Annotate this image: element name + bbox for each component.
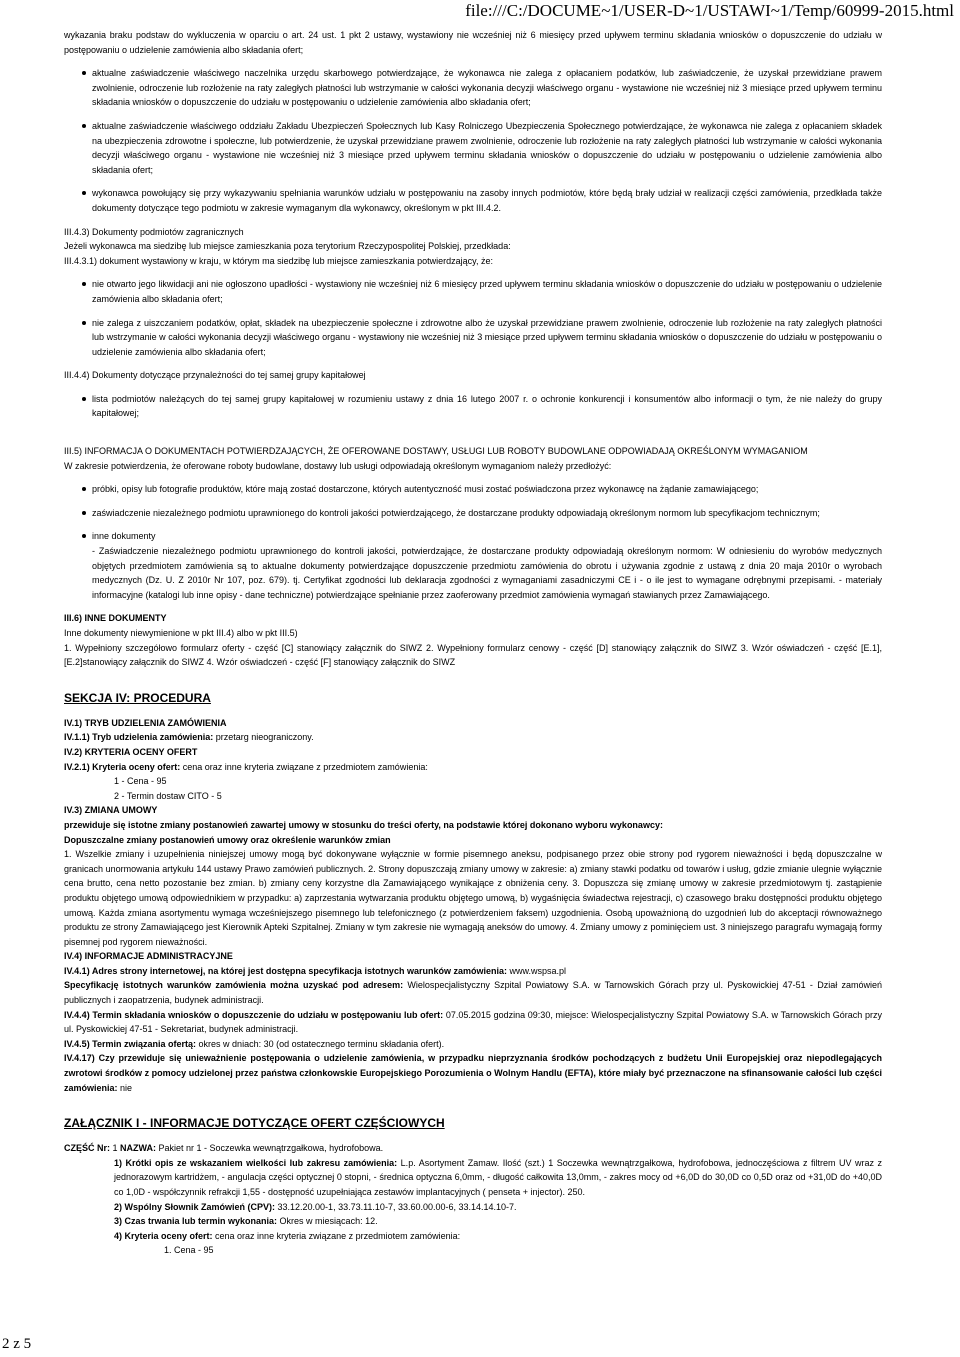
list-item <box>64 529 882 602</box>
other-documents-label: inne dokumenty <box>92 531 156 542</box>
value: Okres w miesiącach: 12. <box>277 1216 378 1227</box>
value: Wielospecjalistyczny Szpital Powiatowy S.A. w Tarnowskich Górach przy ul. Pyskowickiej 47-51 - Dział zamówień publicznych i zaopatrzenia, budynek administracji. <box>64 980 882 1006</box>
value: okres w dniach: 30 (od ostatecznego terminu składania ofert). <box>196 1038 445 1049</box>
value: www.wspsa.pl <box>506 965 566 976</box>
value: L.p. Asortyment Zamaw. Ilość (szt.) 1 Soczewka wewnątrzgałkowa, hydrofobowa, jednoczęściowa z filtrem UV wraz z jednorazowym kartridżem, - angulacja części optycznej 0 stopni, - średnica optyczna 6,0mm, - długość całkowita 13,0mm, - zakres mocy od +6,0D do 30,0D co 0,5D oraz od +31,0D do +40,0D co 1,0D - współczynnik refrakcji 1,55 - dostępność uzupełniająca zestawów implantacyjnych ( penseta + injector). 250. <box>114 1157 882 1197</box>
heading-iv-4: IV.4) INFORMACJE ADMINISTRACYJNE <box>64 951 233 962</box>
value: 07.05.2015 godzina 09:30, miejsce: Wielospecjalistyczny Szpital Powiatowy S.A. w Tarnowskich Górach przy ul. Pyskowickiej 47-51 - Sekretariat, budynek administracji. <box>64 1009 882 1035</box>
section-title-iii-4-3: III.4.3) Dokumenty podmiotów zagranicznych <box>64 226 244 237</box>
bullet-list-iii-5 <box>64 482 882 602</box>
label: IV.1.1) Tryb udzielenia zamówienia: <box>64 732 214 743</box>
bullet-list-iii-4-3 <box>64 277 882 359</box>
heading-iv-1: IV.1) TRYB UDZIELENIA ZAMÓWIENIA <box>64 717 227 728</box>
annex-heading: ZAŁĄCZNIK I - INFORMACJE DOTYCZĄCE OFERT CZĘŚCIOWYCH <box>64 1116 445 1131</box>
iv-3-text: 1. Wszelkie zmiany i uzupełnienia niniejszej umowy mogą być dokonywane wyłącznie w formie pisemnego aneksu, podpisanego przez obie strony pod rygorem nieważności i będą dopuszczalne w granicach unormowania artykułu 144 ustawy Prawo zamówień publicznych. 2. Strony dopuszczają zmiany umowy w zakresie: a) zmiany stawki podatku od towarów i usług, gdzie zmianie ulegnie wyłącznie cena brutto, cena netto pozostanie bez zmian. b) zmiany ceny korzystne dla Zamawiającego wynikające z obniżenia ceny. 3. Dopuszcza się zmianę umowy w zakresie przedmiotowym tj. zastąpienie produktu objętego umową odpowiednikiem w przypadku: a) zaprzestania wytwarzania produktu objętego umową, b) wygaśnięcia świadectwa rejestracji, c) czasowego braku dostępności produktu objętego umową. Każda zmiana asortymentu wymaga wcześniejszego pisemnego lub telefonicznego (z potwierdzeniem faksem) uzgodnienia. Osobą upoważnioną do uzgodnień lub do akceptacji równoważnego produktu ze strony Zamawiającego jest Kierownik Apteki Szpitalnej. Zmiany w tym zakresie nie wymagają aneksów do umowy. 4. Zmiany umowy z pominięciem ust. 3 niniejszego paragrafu wymagają formy pisemnej pod rygorem nieważności. <box>64 849 882 947</box>
file-path-header: file:///C:/DOCUME~1/USER-D~1/USTAWI~1/Temp/60999-2015.html <box>465 1 954 20</box>
criteria-item: 1 - Cena - 95 <box>114 776 167 787</box>
annex-item-1 <box>114 1156 882 1200</box>
other-documents-text: - Zaświadczenie niezależnego podmiotu uprawnionego do kontroli jakości, potwierdzające, że dostarczane produkty odpowiadają określonym normom: W odniesieniu do wyrobów medycznych objętych przedmiotem zamówienia są to aktualne dokumenty potwierdzające dopuszczenie przedmiotu zamówienia do obrotu i używania zgodnie z ustawą z dnia 20 maja 2010r o wyrobach medycznych (Dz. U. Z 2010r Nr 107, poz. 679). tj. Certyfikat zgodności lub deklaracja zgodności z wymaganiami zasadniczymi CE i - o ile jest to wymagane odrębnymi przepisami. - materiały informacyjne (katalogi lub inne opisy - dane techniczne) potwierdzające spełnianie przez zaoferowany przedmiot zamówienia wymagań stawianych przez Zamawiającego. <box>92 546 882 600</box>
value: przetarg nieograniczony. <box>213 732 314 743</box>
value: 33.12.20.00-1, 33.73.11.10-7, 33.60.00.00-6, 33.14.14.10-7. <box>275 1201 517 1212</box>
intro-continuation: wykazania braku podstaw do wykluczenia w oparciu o art. 24 ust. 1 pkt 2 ustawy, wystawiony nie wcześniej niż 6 miesięcy przed upływem terminu składania wniosków o dopuszczenie do udziału w postępowaniu o udzielenie zamówienia albo składania ofert; <box>64 30 882 55</box>
field-iv-4-17 <box>64 1051 882 1095</box>
section-heading-iv: SEKCJA IV: PROCEDURA <box>64 690 211 705</box>
annex-item-2 <box>114 1200 882 1215</box>
page-number: 2 z 5 <box>2 1336 32 1352</box>
paragraph: Inne dokumenty niewymienione w pkt III.4) albo w pkt III.5) <box>64 628 298 638</box>
value: cena oraz inne kryteria związane z przedmiotem zamówienia: <box>212 1230 461 1241</box>
value: nie <box>117 1082 133 1093</box>
list-item: lista podmiotów należących do tej samej grupy kapitałowej w rozumieniu ustawy z dnia 16 lutego 2007 r. o ochronie konkurencji i konsumentów albo informacji o tym, że nie należy do grupy kapitałowej; <box>64 392 882 421</box>
paragraph: 1. Wypełniony szczegółowo formularz oferty - część [C] stanowiący załącznik do SIWZ 2. Wypełniony formularz cenowy - część [D] stanowiący załącznik do SIWZ 3. Wzór oświadczeń - część [E.1], [E.2]stanowiący załącznik do SIWZ 4. Wzór oświadczeń - część [F] stanowiący załącznik do SIWZ <box>64 642 882 668</box>
field-iv-4-5 <box>64 1037 882 1052</box>
paragraph: Jeżeli wykonawca ma siedzibę lub miejsce zamieszkania poza terytorium Rzeczypospolitej Polskiej, przedkłada: <box>64 241 511 252</box>
label: IV.4.17) Czy przewiduje się unieważnienie postępowania o udzielenie zamówienia, w przypadku nieprzyznania środków pochodzących z budżetu Unii Europejskiej oraz niepodlegających zwrotowi środków z pomocy udzielonej przez państwa członkowskie Europejskiego Porozumienia o Wolnym Handlu (EFTA), które miały być przeznaczone na sfinansowanie całości lub części zamówienia: <box>64 1053 882 1093</box>
value: cena oraz inne kryteria związane z przedmiotem zamówienia: <box>180 761 428 772</box>
criteria-item: 1. Cena - 95 <box>164 1245 214 1256</box>
iv-3-question: przewiduje się istotne zmiany postanowień zawartej umowy w stosunku do treści oferty, na podstawie której dokonano wyboru wykonawcy: <box>64 819 663 830</box>
list-item: aktualne zaświadczenie właściwego naczelnika urzędu skarbowego potwierdzające, że wykonawca nie zalega z opłacaniem podatków, lub zaświadczenie, że uzyskał przewidziane prawem zwolnienie, odroczenie lub rozłożenie na raty zaległych płatności lub wstrzymanie w całości wykonania decyzji właściwego organu - wystawione nie wcześniej niż 3 miesiące przed upływem terminu składania wniosków o dopuszczenie do udziału w postępowaniu o udzielenie zamówienia albo składania ofert; <box>64 66 882 110</box>
label: IV.2.1) Kryteria oceny ofert: <box>64 761 181 772</box>
annex-item-4 <box>114 1229 882 1244</box>
part-number: 1 <box>110 1143 121 1154</box>
label: IV.4.1) Adres strony internetowej, na której jest dostępna specyfikacja istotnych warunków zamówienia: <box>64 965 507 976</box>
list-item: nie otwarto jego likwidacji ani nie ogłoszono upadłości - wystawiony nie wcześniej niż 6 miesięcy przed upływem terminu składania wniosków o dopuszczenie do udziału w postępowaniu o udzielenie zamówienia albo składania ofert; <box>64 277 882 306</box>
intro-bullet-list <box>64 66 882 215</box>
label: IV.4.4) Termin składania wniosków o dopuszczenie do udziału w postępowaniu lub ofert: <box>64 1009 444 1020</box>
label: 2) Wspólny Słownik Zamówień (CPV): <box>114 1201 276 1212</box>
bullet-list-iii-4-4 <box>64 392 882 421</box>
field-iv-4-1 <box>64 964 882 979</box>
annex-item-3 <box>114 1214 882 1229</box>
label: 4) Kryteria oceny ofert: <box>114 1230 213 1241</box>
field-iv-4-1-spec <box>64 978 882 1007</box>
field-iv-2-1 <box>64 760 882 775</box>
section-title-iii-4-4: III.4.4) Dokumenty dotyczące przynależności do tej samej grupy kapitałowej <box>64 370 366 381</box>
name-label: NAZWA: <box>120 1143 157 1154</box>
annex-part-line <box>64 1141 882 1156</box>
annex-details <box>64 1156 882 1258</box>
paragraph: III.4.3.1) dokument wystawiony w kraju, w którym ma siedzibę lub miejsce zamieszkania potwierdzający, że: <box>64 255 493 266</box>
heading-iv-2: IV.2) KRYTERIA OCENY OFERT <box>64 746 198 757</box>
iv-3-subheading: Dopuszczalne zmiany postanowień umowy oraz określenie warunków zmian <box>64 834 391 845</box>
paragraph: W zakresie potwierdzenia, że oferowane roboty budowlane, dostawy lub usługi odpowiadają określonym wymaganiom należy przedłożyć: <box>64 460 612 471</box>
label: Specyfikację istotnych warunków zamówienia można uzyskać pod adresem: <box>64 980 404 991</box>
heading-iv-3: IV.3) ZMIANA UMOWY <box>64 805 158 816</box>
label: IV.4.5) Termin związania ofertą: <box>64 1038 197 1049</box>
criteria-item: 2 - Termin dostaw CITO - 5 <box>114 790 222 801</box>
section-title-iii-5: III.5) INFORMACJA O DOKUMENTACH POTWIERDZAJĄCYCH, ŻE OFEROWANE DOSTAWY, USŁUGI LUB ROBOTY BUDOWLANE ODPOWIADAJĄ OKREŚLONYM WYMAGANIOM <box>64 446 808 457</box>
document-body <box>64 28 882 1258</box>
list-item: próbki, opisy lub fotografie produktów, które mają zostać dostarczone, których autentyczność musi zostać poświadczona przez wykonawcę na żądanie zamawiającego; <box>64 482 882 497</box>
section-title-iii-6: III.6) INNE DOKUMENTY <box>64 613 167 624</box>
field-iv-1-1 <box>64 730 882 745</box>
field-iv-4-4 <box>64 1008 882 1037</box>
list-item: nie zalega z uiszczaniem podatków, opłat, składek na ubezpieczenie społeczne i zdrowotne albo że uzyskał przewidziane prawem zwolnienie, odroczenie lub rozłożenie na raty zaległych płatności lub wstrzymanie w całości wykonania decyzji właściwego organu - wystawiony nie wcześniej niż 3 miesiące przed upływem terminu składania wniosków o dopuszczenie do udziału w postępowaniu o udzielenie zamówienia albo składania ofert; <box>64 316 882 360</box>
list-item: zaświadczenie niezależnego podmiotu uprawnionego do kontroli jakości potwierdzającego, że dostarczane produkty odpowiadają określonym normom lub specyfikacjom technicznym; <box>64 506 882 521</box>
label: 1) Krótki opis ze wskazaniem wielkości lub zakresu zamówienia: <box>114 1157 398 1168</box>
label: 3) Czas trwania lub termin wykonania: <box>114 1216 278 1227</box>
list-item: aktualne zaświadczenie właściwego oddziału Zakładu Ubezpieczeń Społecznych lub Kasy Rolniczego Ubezpieczenia Społecznego potwierdzające, że wykonawca nie zalega z opłacaniem składek na ubezpieczenia zdrowotne i społeczne, lub potwierdzenie, że uzyskał przewidziane prawem zwolnienie, odroczenie lub rozłożenie na raty zaległych płatności lub wstrzymanie w całości wykonania decyzji właściwego organu - wystawione nie wcześniej niż 3 miesiące przed upływem terminu składania wniosków o dopuszczenie do udziału w postępowaniu o udzielenie zamówienia albo składania ofert; <box>64 119 882 177</box>
name-value: Pakiet nr 1 - Soczewka wewnątrzgałkowa, hydrofobowa. <box>156 1143 384 1154</box>
part-label: CZĘŚĆ Nr: <box>64 1143 111 1154</box>
list-item: wykonawca powołujący się przy wykazywaniu spełniania warunków udziału w postępowaniu na zasoby innych podmiotów, które będą brały udział w realizacji części zamówienia, przedkłada także dokumenty dotyczące tego podmiotu w zakresie wymaganym dla wykonawcy, określonym w pkt III.4.2. <box>64 186 882 215</box>
